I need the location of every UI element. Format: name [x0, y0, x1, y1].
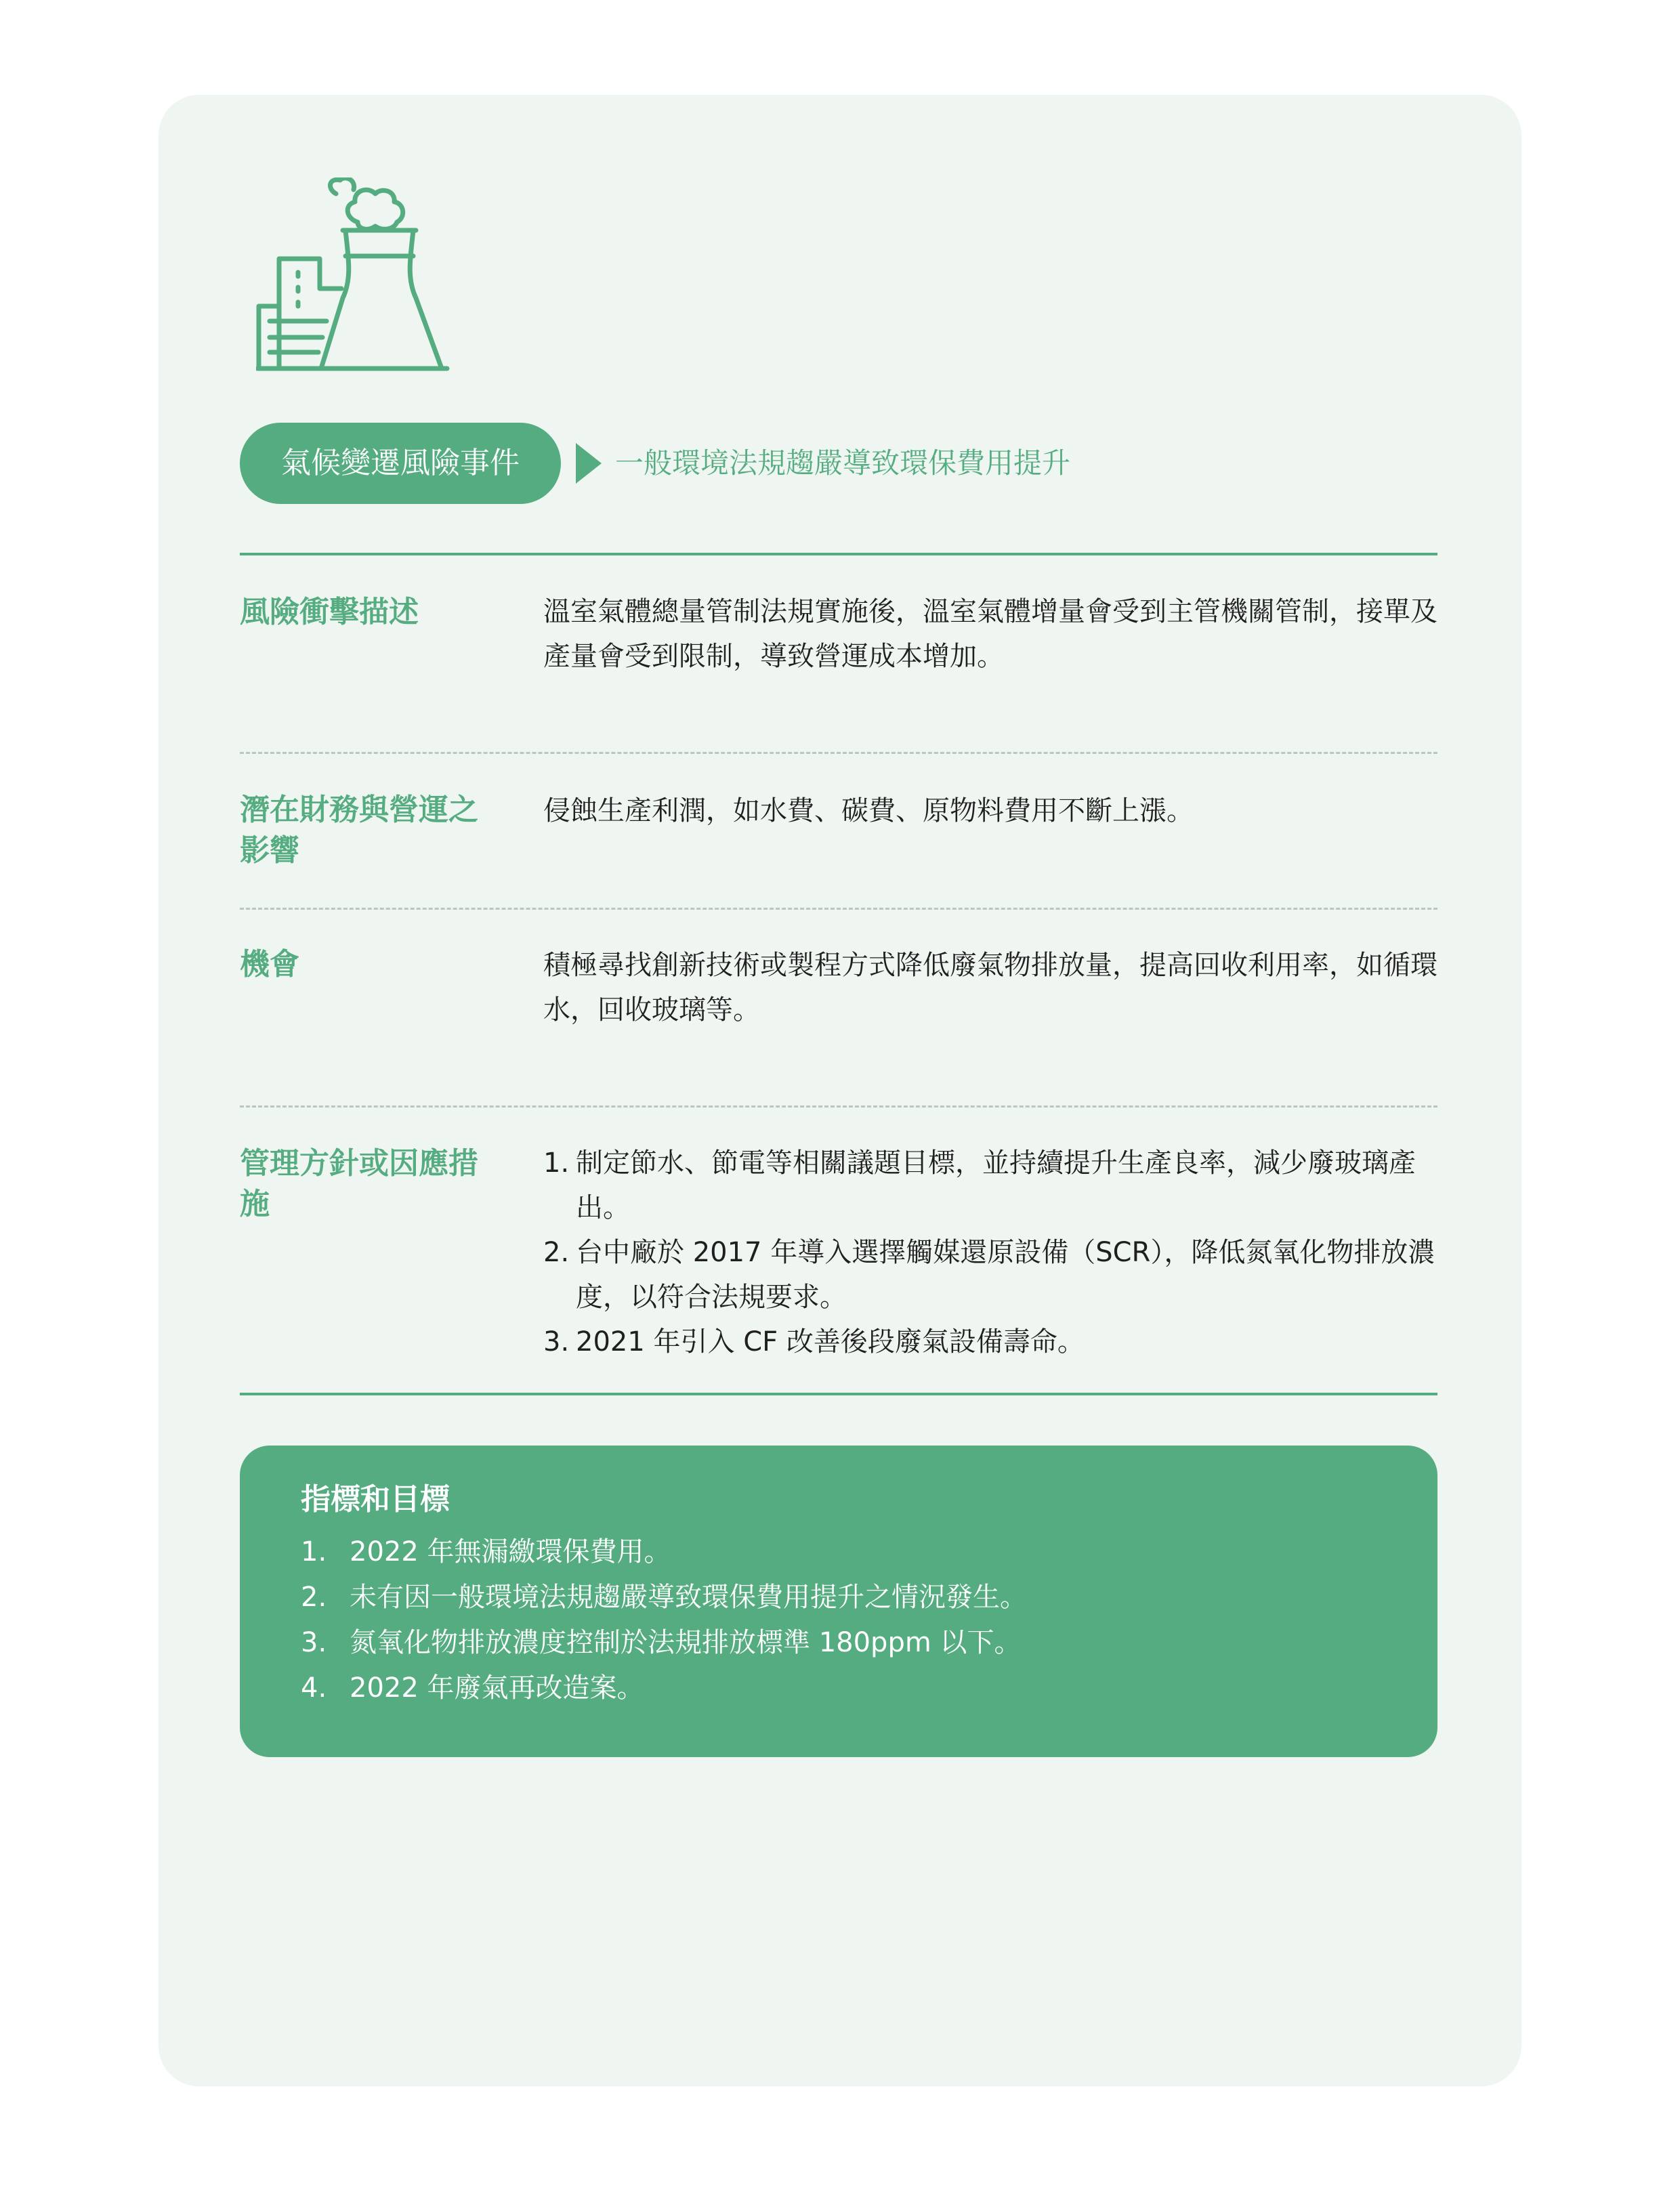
targets-panel	[240, 1446, 1437, 1757]
measure-list	[543, 1141, 1437, 1364]
row-label-financial: 潛在財務與營運之影響	[240, 793, 478, 868]
list-item-text: 2022 年廢氣再改造案。	[350, 1672, 644, 1704]
list-item-text: 未有因一般環境法規趨嚴導致環保費用提升之情況發生。	[350, 1582, 1027, 1613]
list-item	[301, 1666, 1027, 1711]
row-divider	[240, 752, 1437, 754]
list-item-number: 3.	[543, 1326, 570, 1357]
list-item-number: 4.	[301, 1672, 327, 1704]
list-item-number: 2.	[543, 1237, 570, 1268]
cooling-tower-factory-icon	[256, 177, 450, 374]
row-divider	[240, 1105, 1437, 1108]
list-item-number: 1.	[543, 1147, 570, 1179]
row-label-impact: 風險衝擊描述	[240, 595, 419, 629]
list-item	[301, 1575, 1027, 1620]
risk-event-badge: 氣候變遷風險事件	[240, 423, 561, 504]
list-item	[543, 1320, 1437, 1364]
row-divider	[240, 908, 1437, 910]
list-item-number: 2.	[301, 1582, 327, 1613]
list-item-text: 2021 年引入 CF 改善後段廢氣設備壽命。	[576, 1326, 1085, 1357]
content-card	[159, 95, 1521, 2086]
table-bottom-rule	[240, 1393, 1437, 1395]
targets-list	[301, 1530, 1027, 1711]
list-item-text: 氮氧化物排放濃度控制於法規排放標準 180ppm 以下。	[350, 1627, 1022, 1658]
risk-event-header	[240, 423, 1446, 504]
row-text-opportunity: 積極尋找創新技術或製程方式降低廢氣物排放量，提高回收利用率，如循環水，回收玻璃等。	[543, 950, 1437, 1026]
list-item	[543, 1141, 1437, 1230]
row-label-opportunity: 機會	[240, 947, 299, 982]
list-item	[301, 1530, 1027, 1575]
row-text-management	[543, 1141, 1437, 1364]
play-arrow-icon	[576, 443, 602, 484]
row-text-impact: 溫室氣體總量管制法規實施後，溫室氣體增量會受到主管機關管制，接單及產量會受到限制，導致營運成本增加。	[543, 596, 1437, 672]
row-label-management: 管理方針或因應措施	[240, 1146, 478, 1221]
row-text-financial: 侵蝕生產利潤，如水費、碳費、原物料費用不斷上漲。	[543, 795, 1194, 826]
list-item-number: 1.	[301, 1536, 327, 1567]
list-item-text: 制定節水、節電等相關議題目標，並持續提升生產良率，減少廢玻璃產出。	[576, 1147, 1416, 1223]
list-item	[301, 1620, 1027, 1666]
list-item-text: 台中廠於 2017 年導入選擇觸媒還原設備（SCR），降低氮氧化物排放濃度，以符合法規要求。	[576, 1237, 1435, 1313]
list-item-number: 3.	[301, 1627, 327, 1658]
targets-title: 指標和目標	[301, 1482, 450, 1517]
list-item-text: 2022 年無漏繳環保費用。	[350, 1536, 671, 1567]
list-item	[543, 1230, 1437, 1320]
risk-event-subtitle: 一般環境法規趨嚴導致環保費用提升	[615, 446, 1071, 480]
table-top-rule	[240, 553, 1437, 555]
